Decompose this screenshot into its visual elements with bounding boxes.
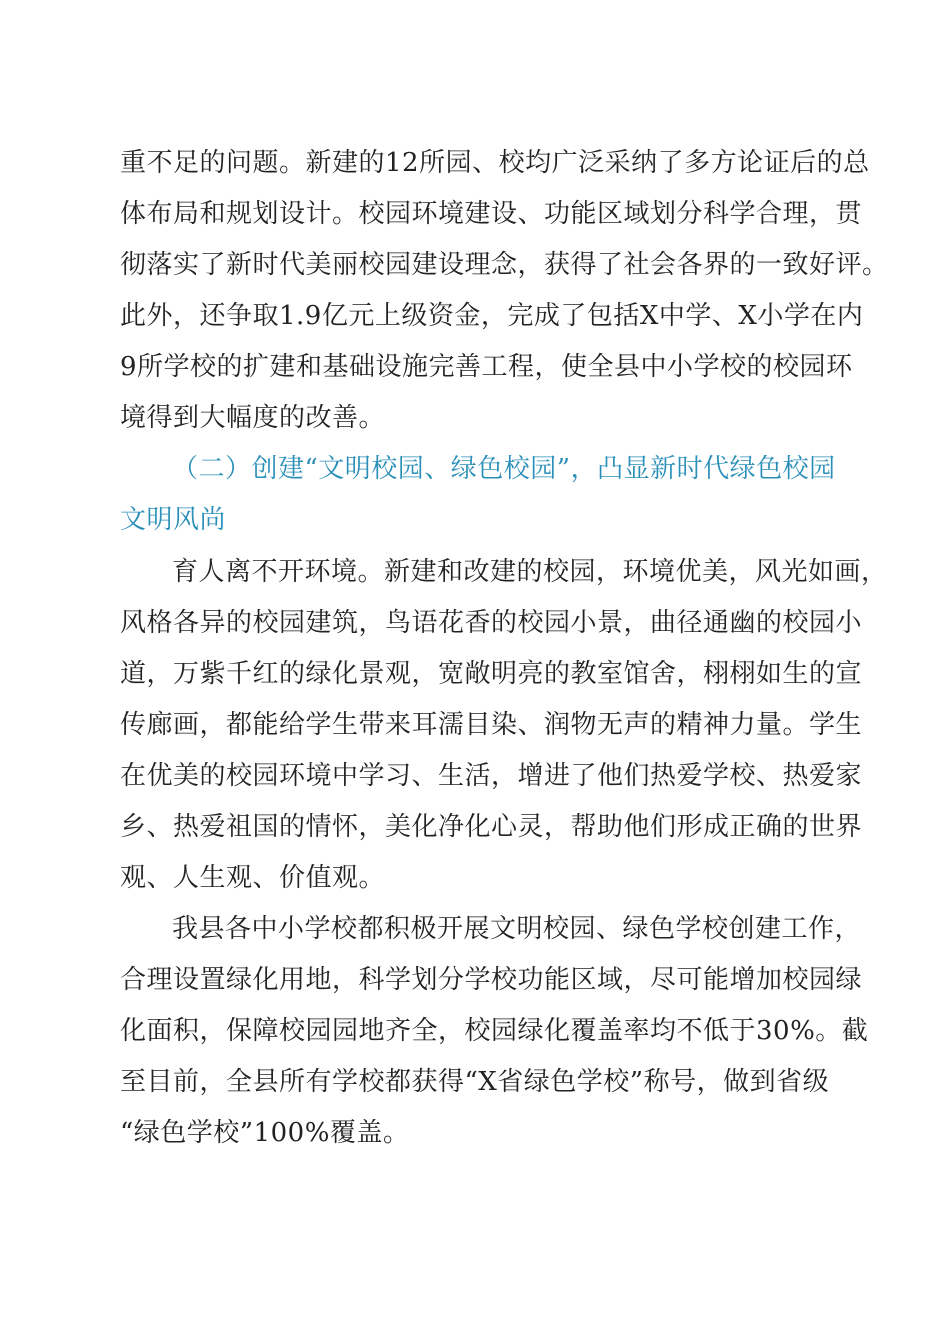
- paragraph-line: 观、人生观、价值观。: [120, 863, 386, 893]
- paragraph-line: 体布局和规划设计。校园环境建设、功能区域划分科学合理，贯: [120, 199, 863, 229]
- paragraph-line: 此外，还争取1.9亿元上级资金，完成了包括X中学、X小学在内: [120, 301, 864, 331]
- paragraph-line: 重不足的问题。新建的12所园、校均广泛采纳了多方论证后的总: [120, 148, 870, 178]
- heading-line: （二）创建“文明校园、绿色校园”，凸显新时代绿色校园: [172, 454, 836, 484]
- paragraph-line: 乡、热爱祖国的情怀，美化净化心灵，帮助他们形成正确的世界: [120, 812, 863, 842]
- paragraph-line: 传廊画，都能给学生带来耳濡目染、润物无声的精神力量。学生: [120, 710, 863, 740]
- paragraph-line: 至目前，全县所有学校都获得“X省绿色学校”称号，做到省级: [120, 1067, 830, 1097]
- paragraph-line: “绿色学校”100%覆盖。: [120, 1118, 410, 1148]
- paragraph-line: 我县各中小学校都积极开展文明校园、绿色学校创建工作，: [172, 914, 862, 944]
- paragraph-line: 化面积，保障校园园地齐全，校园绿化覆盖率均不低于30%。截: [120, 1016, 869, 1046]
- paragraph-line: 育人离不开环境。新建和改建的校园，环境优美，风光如画，: [172, 557, 888, 587]
- paragraph-line: 道，万紫千红的绿化景观，宽敞明亮的教室馆舍，栩栩如生的宣: [120, 659, 863, 689]
- paragraph-line: 境得到大幅度的改善。: [120, 403, 386, 433]
- paragraph-line: 合理设置绿化用地，科学划分学校功能区域，尽可能增加校园绿: [120, 965, 863, 995]
- paragraph-line: 9所学校的扩建和基础设施完善工程，使全县中小学校的校园环: [120, 352, 853, 382]
- paragraph-line: 风格各异的校园建筑，鸟语花香的校园小景，曲径通幽的校园小: [120, 608, 863, 638]
- paragraph-line: 彻落实了新时代美丽校园建设理念，获得了社会各界的一致好评。: [120, 250, 889, 280]
- heading-line: 文明风尚: [120, 505, 227, 535]
- paragraph-line: 在优美的校园环境中学习、生活，增进了他们热爱学校、热爱家: [120, 761, 863, 791]
